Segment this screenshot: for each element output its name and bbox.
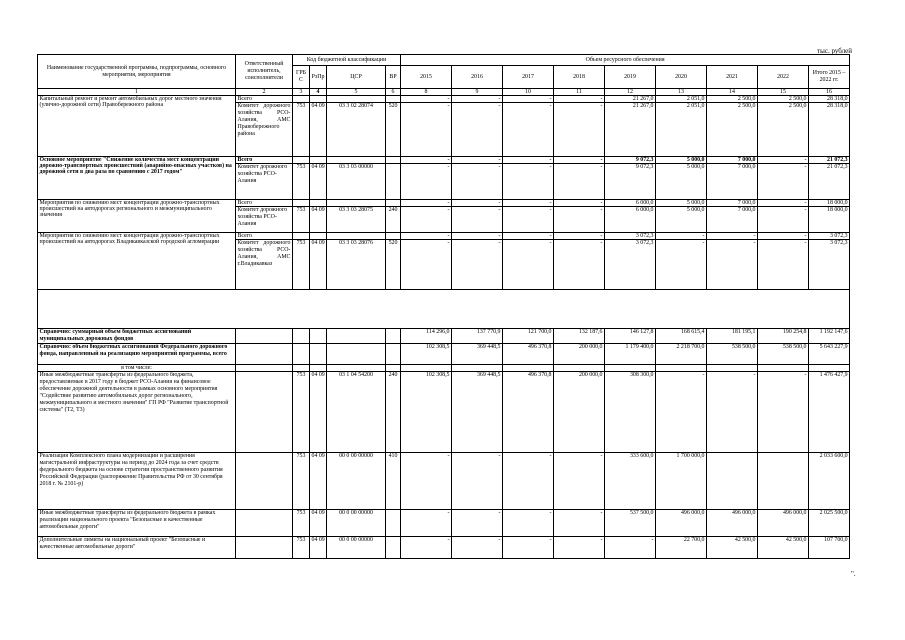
- value-cell: -: [401, 207, 452, 233]
- value-cell: 121 700,0: [503, 329, 554, 344]
- vr-cell: 520: [386, 240, 401, 290]
- closing-quote-mark: ".: [851, 570, 856, 578]
- row-name: Дополнительные лимиты на национальный проект "Безопасные и качественные автомобильные дороги": [38, 536, 236, 558]
- value-cell: 496 000,0: [758, 509, 809, 536]
- value-cell: 28 318,0: [809, 96, 850, 103]
- table-row: [38, 536, 850, 558]
- column-number: 5: [327, 89, 386, 96]
- table-row: [38, 233, 850, 240]
- header-csr: ЦСР: [327, 66, 386, 89]
- value-cell: 200 000,0: [554, 343, 605, 364]
- value-cell: -: [758, 164, 809, 200]
- value-cell: -: [452, 509, 503, 536]
- value-cell: -: [452, 200, 503, 207]
- value-cell: 369 448,5: [452, 371, 503, 452]
- value-cell: -: [452, 207, 503, 233]
- value-cell: 107 700,0: [809, 536, 850, 558]
- value-cell: -: [401, 240, 452, 290]
- value-cell: -: [758, 233, 809, 240]
- table-spacer: [38, 290, 850, 329]
- csr-cell: 00 0 00 00000: [327, 509, 386, 536]
- grbs-cell: 753: [293, 452, 310, 509]
- value-cell: 7 000,0: [707, 157, 758, 164]
- executor-cell: Всего: [236, 157, 293, 164]
- vr-cell: 240: [386, 207, 401, 233]
- value-cell: 21 072,3: [809, 157, 850, 164]
- rzpr-cell: 04 09: [310, 207, 327, 233]
- value-cell: -: [554, 452, 605, 509]
- value-cell: -: [707, 240, 758, 290]
- value-cell: -: [758, 207, 809, 233]
- value-cell: -: [554, 233, 605, 240]
- column-number: 15: [758, 89, 809, 96]
- grbs-cell: 753: [293, 207, 310, 233]
- value-cell: -: [656, 240, 707, 290]
- rzpr-cell: 04 09: [310, 164, 327, 200]
- value-cell: [758, 452, 809, 509]
- row-name: Иные межбюджетные трансферты из федерального бюджета в рамках реализации национального проекта "Безопасные и качественные автомобильные дороги": [38, 509, 236, 536]
- value-cell: -: [656, 371, 707, 452]
- grbs-cell: 753: [293, 103, 310, 157]
- value-cell: -: [401, 509, 452, 536]
- vr-cell: [386, 536, 401, 558]
- resource-table: [37, 54, 850, 559]
- value-cell: -: [503, 164, 554, 200]
- value-cell: -: [503, 200, 554, 207]
- value-cell: 1 192 147,6: [809, 329, 850, 344]
- value-cell: 538 500,0: [707, 343, 758, 364]
- table-row: [38, 96, 850, 103]
- value-cell: 7 000,0: [707, 207, 758, 233]
- vr-cell: 520: [386, 103, 401, 157]
- value-cell: 308 300,0: [605, 371, 656, 452]
- value-cell: 7 000,0: [707, 164, 758, 200]
- header-year-2021: 2021: [707, 66, 758, 89]
- rzpr-cell: 04 09: [310, 509, 327, 536]
- header-name: Наименование государственной программы, подпрограммы, основного мероприятия, мероприятия: [38, 55, 236, 89]
- row-name: Мероприятия по снижению мест концентрации дорожно-транспортных происшествий на автодорогах Владикавказской городской агломерации: [38, 233, 236, 290]
- table-row: [38, 371, 850, 452]
- value-cell: -: [707, 371, 758, 452]
- rzpr-cell: 04 09: [310, 240, 327, 290]
- value-cell: -: [758, 240, 809, 290]
- value-cell: -: [503, 157, 554, 164]
- value-cell: 496 370,8: [503, 343, 554, 364]
- row-name: Мероприятия по снижению мест концентрации дорожно-транспортных происшествий на автодорогах регионального и межмуниципального значения: [38, 200, 236, 233]
- value-cell: 42 500,0: [707, 536, 758, 558]
- value-cell: 537 500,0: [605, 509, 656, 536]
- vr-cell: 410: [386, 452, 401, 509]
- executor-cell: Комитет дорожного хозяйства РСО-Алания, АМС г.Владикавказ: [236, 240, 293, 290]
- value-cell: 190 254,8: [758, 329, 809, 344]
- header-grbs: ГРБС: [293, 66, 310, 89]
- value-cell: -: [401, 164, 452, 200]
- value-cell: -: [503, 96, 554, 103]
- executor-cell: Комитет дорожного хозяйства РСО-Алания: [236, 207, 293, 233]
- value-cell: -: [503, 103, 554, 157]
- value-cell: -: [758, 157, 809, 164]
- value-cell: -: [554, 200, 605, 207]
- value-cell: 2 218 700,0: [656, 343, 707, 364]
- value-cell: -: [554, 509, 605, 536]
- value-cell: -: [758, 371, 809, 452]
- value-cell: 137 770,9: [452, 329, 503, 344]
- value-cell: -: [401, 157, 452, 164]
- column-numbers-row: [38, 89, 850, 96]
- value-cell: 168 615,4: [656, 329, 707, 344]
- grbs-cell: 753: [293, 240, 310, 290]
- value-cell: 3 072,3: [809, 240, 850, 290]
- header-executor: Ответственный исполнитель, соисполнители: [236, 55, 293, 89]
- value-cell: 333 600,0: [605, 452, 656, 509]
- header-year-2019: 2019: [605, 66, 656, 89]
- value-cell: 1 700 000,0: [656, 452, 707, 509]
- header-rzpr: РзПр: [310, 66, 327, 89]
- header-total: Итого 2015 – 2022 гг.: [809, 66, 850, 89]
- value-cell: 5 000,0: [656, 164, 707, 200]
- vr-cell: [386, 509, 401, 536]
- grbs-cell: 753: [293, 536, 310, 558]
- value-cell: 5 000,0: [656, 200, 707, 207]
- column-number: 12: [605, 89, 656, 96]
- value-cell: 538 500,0: [758, 343, 809, 364]
- value-cell: 132 187,6: [554, 329, 605, 344]
- value-cell: 496 000,0: [656, 509, 707, 536]
- vr-cell: [386, 164, 401, 200]
- row-name: Реализация Комплексного плана модернизации и расширения магистральной инфраструктуры на период до 2024 года за счет средств федерального бюджета на основе стратегии пространственного развития Российской Федерации (распоряжение Правительства РФ от 30 сентября 2018 г. № 2101-р): [38, 452, 236, 509]
- header-budget-code: Код бюджетной классификации: [293, 55, 401, 66]
- rzpr-cell: 04 09: [310, 536, 327, 558]
- value-cell: -: [452, 240, 503, 290]
- column-number: 3: [293, 89, 310, 96]
- value-cell: 1 179 400,0: [605, 343, 656, 364]
- grbs-cell: 753: [293, 371, 310, 452]
- value-cell: 3 072,3: [809, 233, 850, 240]
- row-name: Справочно: объем бюджетных ассигнований Федерального дорожного фонда, направленный на реализацию мероприятий программы, всего: [38, 343, 236, 364]
- value-cell: -: [503, 509, 554, 536]
- value-cell: 2 025 500,0: [809, 509, 850, 536]
- row-name: Основное мероприятие "Снижение количества мест концентрации дорожно-транспортных происшествий (аварийно-опасных участков) на дорожной сети в два раза по сравнению с 2017 годом": [38, 157, 236, 200]
- table-row: [38, 452, 850, 509]
- value-cell: -: [452, 96, 503, 103]
- csr-cell: 03 3 03 28076: [327, 240, 386, 290]
- value-cell: 146 127,8: [605, 329, 656, 344]
- row-name: Иные межбюджетные трансферты из федерального бюджета, предоставляемые в 2017 году в бюджет РСО-Алания на финансовое обеспечение дорожной деятельности в рамках основного мероприятия "Содействие развитию автомобильных дорог регионального, межмуниципального и местного значения" ГП РФ "Развитие транспортной системы" (Т2, Т3): [38, 371, 236, 452]
- value-cell: -: [401, 200, 452, 207]
- column-number: 14: [707, 89, 758, 96]
- csr-cell: 03 1 04 54200: [327, 371, 386, 452]
- column-number: 2: [236, 89, 293, 96]
- table-row: [38, 343, 850, 364]
- including-label: в том числе:: [38, 364, 236, 371]
- value-cell: -: [554, 207, 605, 233]
- value-cell: -: [401, 536, 452, 558]
- column-number: 8: [401, 89, 452, 96]
- value-cell: 5 643 227,9: [809, 343, 850, 364]
- row-name: Справочно: суммарный объем бюджетных ассигнований муниципальных дорожных фондов: [38, 329, 236, 344]
- value-cell: 102 308,5: [401, 371, 452, 452]
- value-cell: 21 267,0: [605, 103, 656, 157]
- value-cell: 28 318,0: [809, 103, 850, 157]
- rzpr-cell: 04 09: [310, 452, 327, 509]
- executor-cell: Всего: [236, 200, 293, 207]
- rzpr-cell: 04 09: [310, 371, 327, 452]
- value-cell: -: [401, 452, 452, 509]
- value-cell: -: [503, 233, 554, 240]
- value-cell: -: [605, 536, 656, 558]
- value-cell: -: [758, 200, 809, 207]
- value-cell: -: [401, 103, 452, 157]
- executor-cell: Всего: [236, 233, 293, 240]
- value-cell: -: [503, 207, 554, 233]
- executor-cell: Комитет дорожного хозяйства РСО-Алания, АМС Правобережного района: [236, 103, 293, 157]
- value-cell: 7 000,0: [707, 200, 758, 207]
- column-number: 9: [452, 89, 503, 96]
- value-cell: 5 000,0: [656, 207, 707, 233]
- value-cell: -: [401, 96, 452, 103]
- value-cell: -: [554, 240, 605, 290]
- column-number: 16: [809, 89, 850, 96]
- table-row: [38, 364, 850, 371]
- value-cell: 3 072,3: [605, 240, 656, 290]
- header-year-2016: 2016: [452, 66, 503, 89]
- header-year-2018: 2018: [554, 66, 605, 89]
- table-row: [38, 329, 850, 344]
- value-cell: [707, 452, 758, 509]
- csr-cell: 03 3 03 00000: [327, 164, 386, 200]
- value-cell: 369 448,5: [452, 343, 503, 364]
- column-number: 13: [656, 89, 707, 96]
- value-cell: -: [452, 233, 503, 240]
- value-cell: 1 476 427,9: [809, 371, 850, 452]
- value-cell: 18 000,0: [809, 207, 850, 233]
- value-cell: -: [452, 164, 503, 200]
- grbs-cell: 753: [293, 509, 310, 536]
- header-year-2020: 2020: [656, 66, 707, 89]
- value-cell: 2 500,0: [758, 96, 809, 103]
- value-cell: 18 000,0: [809, 200, 850, 207]
- header-vr: ВР: [386, 66, 401, 89]
- header-year-2017: 2017: [503, 66, 554, 89]
- table-row: [38, 157, 850, 164]
- value-cell: 2 033 600,0: [809, 452, 850, 509]
- value-cell: -: [503, 536, 554, 558]
- grbs-cell: 753: [293, 164, 310, 200]
- value-cell: 181 195,1: [707, 329, 758, 344]
- value-cell: 2 500,0: [707, 96, 758, 103]
- value-cell: 42 500,0: [758, 536, 809, 558]
- value-cell: 2 051,0: [656, 103, 707, 157]
- value-cell: 5 000,0: [656, 157, 707, 164]
- column-number: 1: [38, 89, 236, 96]
- value-cell: 21 267,0: [605, 96, 656, 103]
- table-row: [38, 509, 850, 536]
- value-cell: 200 000,0: [554, 371, 605, 452]
- value-cell: 21 072,3: [809, 164, 850, 200]
- value-cell: 6 000,0: [605, 200, 656, 207]
- value-cell: -: [401, 233, 452, 240]
- column-number: 11: [554, 89, 605, 96]
- header-year-2015: 2015: [401, 66, 452, 89]
- value-cell: 9 072,3: [605, 164, 656, 200]
- row-name: Капитальный ремонт и ремонт автомобильных дорог местного значения (улично-дорожной сети) Правобережного района: [38, 96, 236, 157]
- value-cell: 2 500,0: [758, 103, 809, 157]
- value-cell: 3 072,3: [605, 233, 656, 240]
- executor-cell: Всего: [236, 96, 293, 103]
- value-cell: -: [554, 103, 605, 157]
- value-cell: -: [452, 157, 503, 164]
- column-number: 10: [503, 89, 554, 96]
- value-cell: 102 308,5: [401, 343, 452, 364]
- header-year-2022: 2022: [758, 66, 809, 89]
- column-number: 4: [310, 89, 327, 96]
- executor-cell: Комитет дорожного хозяйства РСО-Алания: [236, 164, 293, 200]
- value-cell: -: [554, 157, 605, 164]
- value-cell: 496 000,0: [707, 509, 758, 536]
- value-cell: -: [503, 452, 554, 509]
- rzpr-cell: 04 09: [310, 103, 327, 157]
- units-label: тыс. рублей: [817, 47, 852, 55]
- csr-cell: 03 3 02 28074: [327, 103, 386, 157]
- value-cell: -: [503, 240, 554, 290]
- vr-cell: 240: [386, 371, 401, 452]
- value-cell: 2 051,0: [656, 96, 707, 103]
- csr-cell: 03 3 03 28075: [327, 207, 386, 233]
- value-cell: -: [554, 96, 605, 103]
- value-cell: 9 072,3: [605, 157, 656, 164]
- value-cell: 114 296,0: [401, 329, 452, 344]
- value-cell: 2 500,0: [707, 103, 758, 157]
- csr-cell: 00 0 00 00000: [327, 536, 386, 558]
- value-cell: -: [554, 536, 605, 558]
- value-cell: -: [656, 233, 707, 240]
- value-cell: 496 370,8: [503, 371, 554, 452]
- column-number: 6: [386, 89, 401, 96]
- header-volume: Объем ресурсного обеспечения: [401, 55, 850, 66]
- value-cell: -: [452, 452, 503, 509]
- value-cell: -: [554, 164, 605, 200]
- csr-cell: 00 0 00 00000: [327, 452, 386, 509]
- table-row: [38, 200, 850, 207]
- value-cell: -: [707, 233, 758, 240]
- value-cell: 22 700,0: [656, 536, 707, 558]
- value-cell: -: [452, 103, 503, 157]
- value-cell: -: [452, 536, 503, 558]
- value-cell: 6 000,0: [605, 207, 656, 233]
